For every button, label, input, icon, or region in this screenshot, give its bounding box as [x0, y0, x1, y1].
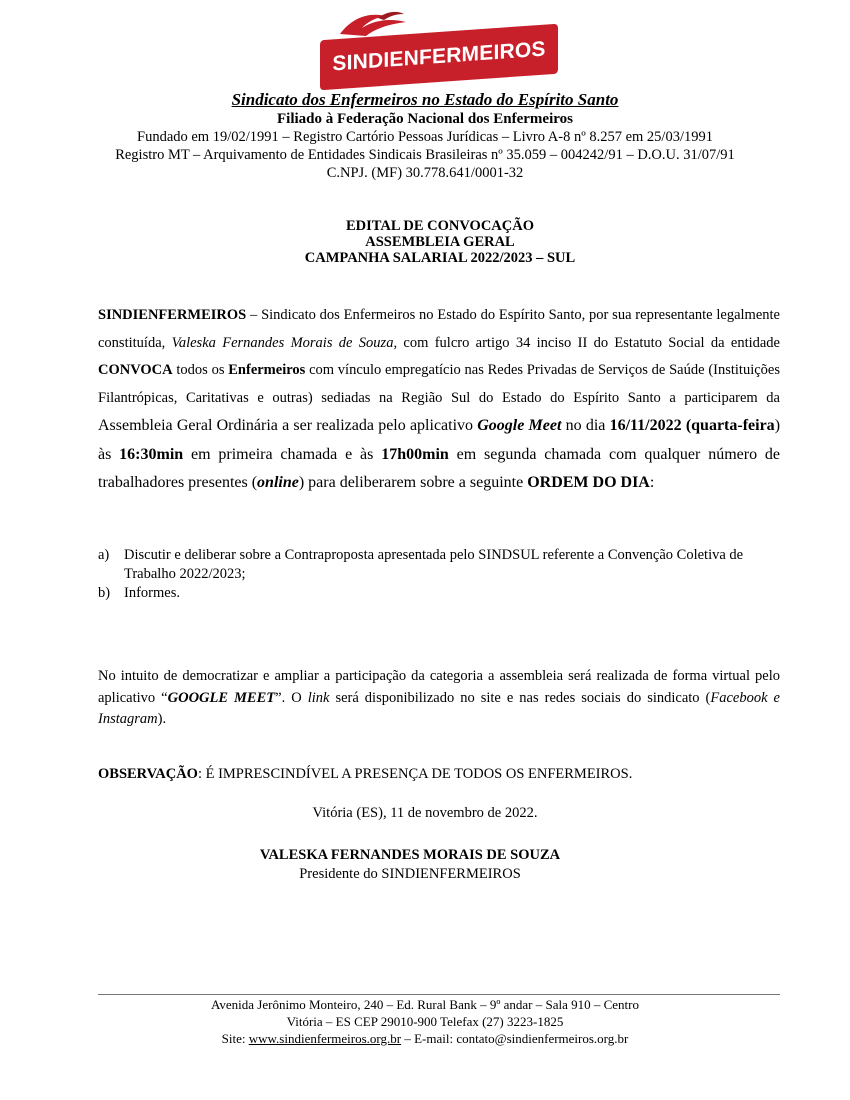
list-item: b) Informes.	[98, 585, 180, 601]
notice-title: EDITAL DE CONVOCAÇÃO	[346, 218, 534, 234]
signatory-role: Presidente do SINDIENFERMEIROS	[299, 866, 521, 882]
observation-label: OBSERVAÇÃO	[98, 766, 198, 782]
meeting-date: 16/11/2022 (quarta-feira	[609, 417, 775, 434]
place-date: Vitória (ES), 11 de novembro de 2022.	[312, 805, 538, 821]
notice-assembly: ASSEMBLEIA GERAL	[365, 234, 515, 250]
meeting-app-name: Google Meet	[477, 417, 562, 434]
footer-city-phone: Vitória – ES CEP 29010-900 Telefax (27) 3223-1825	[286, 1014, 564, 1029]
convocation-paragraph: SINDIENFERMEIROS – Sindicato dos Enfermeiros no Estado do Espírito Santo, por sua representante legalmente constituída, Valeska Fernandes Morais de Souza, com fulcro artigo 34 inciso II do Estatuto Social da entidade CONVOCA todos os Enfermeiros com vínculo empregatício nas Redes Privadas de Serviços de Saúde (Instituições Filantrópicas, Caritativas e outras) sediadas na Região Sul do Estado do Espírito Santo a participarem da Assembleia Geral Ordinária a ser realizada pelo aplicativo Google Meet no dia 16/11/2022 (quarta-feira) às 16:30min em primeira chamada e às 17h00min em segunda chamada com qualquer número de trabalhadores presentes (online) para deliberarem sobre a seguinte ORDEM DO DIA:	[98, 307, 781, 491]
footer-divider	[98, 994, 780, 995]
agenda-list	[98, 546, 780, 603]
union-name-heading: Sindicato dos Enfermeiros no Estado do Espírito Santo	[231, 90, 619, 109]
agenda-label: ORDEM DO DIA	[527, 474, 650, 491]
logo-swoosh-icon	[338, 8, 408, 38]
observation-note: OBSERVAÇÃO: É IMPRESCINDÍVEL A PRESENÇA DE TODOS OS ENFERMEIROS.	[98, 766, 633, 782]
signatory-name: VALESKA FERNANDES MORAIS DE SOUZA	[259, 847, 561, 863]
org-name: SINDIENFERMEIROS	[98, 307, 247, 323]
website-link[interactable]: www.sindienfermeiros.org.br	[248, 1031, 402, 1046]
notice-campaign: CAMPANHA SALARIAL 2022/2023 – SUL	[304, 250, 576, 266]
cnpj-line: C.NPJ. (MF) 30.778.641/0001-32	[326, 165, 524, 181]
first-call-time: 16:30min	[119, 445, 184, 463]
logo-text: SINDIENFERMEIROS	[332, 37, 546, 76]
list-item: a) Discutir e deliberar sobre a Contraproposta apresentada pelo SINDSUL referente a Convenção Coletiva de Trabalho 2022/2023;	[98, 547, 744, 582]
organization-logo	[318, 8, 560, 84]
footer-contact: Site: www.sindienfermeiros.org.br – E-mail: contato@sindienfermeiros.org.br	[221, 1031, 629, 1046]
footer-address: Avenida Jerônimo Monteiro, 240 – Ed. Rural Bank – 9º andar – Sala 910 – Centro	[210, 997, 640, 1012]
virtual-meeting-paragraph: No intuito de democratizar e ampliar a participação da categoria a assembleia será realizada de forma virtual pelo aplicativo “GOOGLE MEET”. O link será disponibilizado no site e nas redes sociais do sindicato (Facebook e Instagram).	[98, 668, 780, 727]
second-call-time: 17h00min	[381, 445, 449, 463]
registration-line-2: Registro MT – Arquivamento de Entidades Sindicais Brasileiras nº 35.059 – 004242/91 – D.O.U. 31/07/91	[115, 147, 735, 163]
representative-name: Valeska Fernandes Morais de Souza	[171, 334, 394, 351]
affiliation-line: Filiado à Federação Nacional dos Enfermeiros	[277, 111, 573, 127]
registration-line-1: Fundado em 19/02/1991 – Registro Cartório Pessoas Jurídicas – Livro A-8 nº 8.257 em 25/03/1991	[137, 129, 713, 145]
